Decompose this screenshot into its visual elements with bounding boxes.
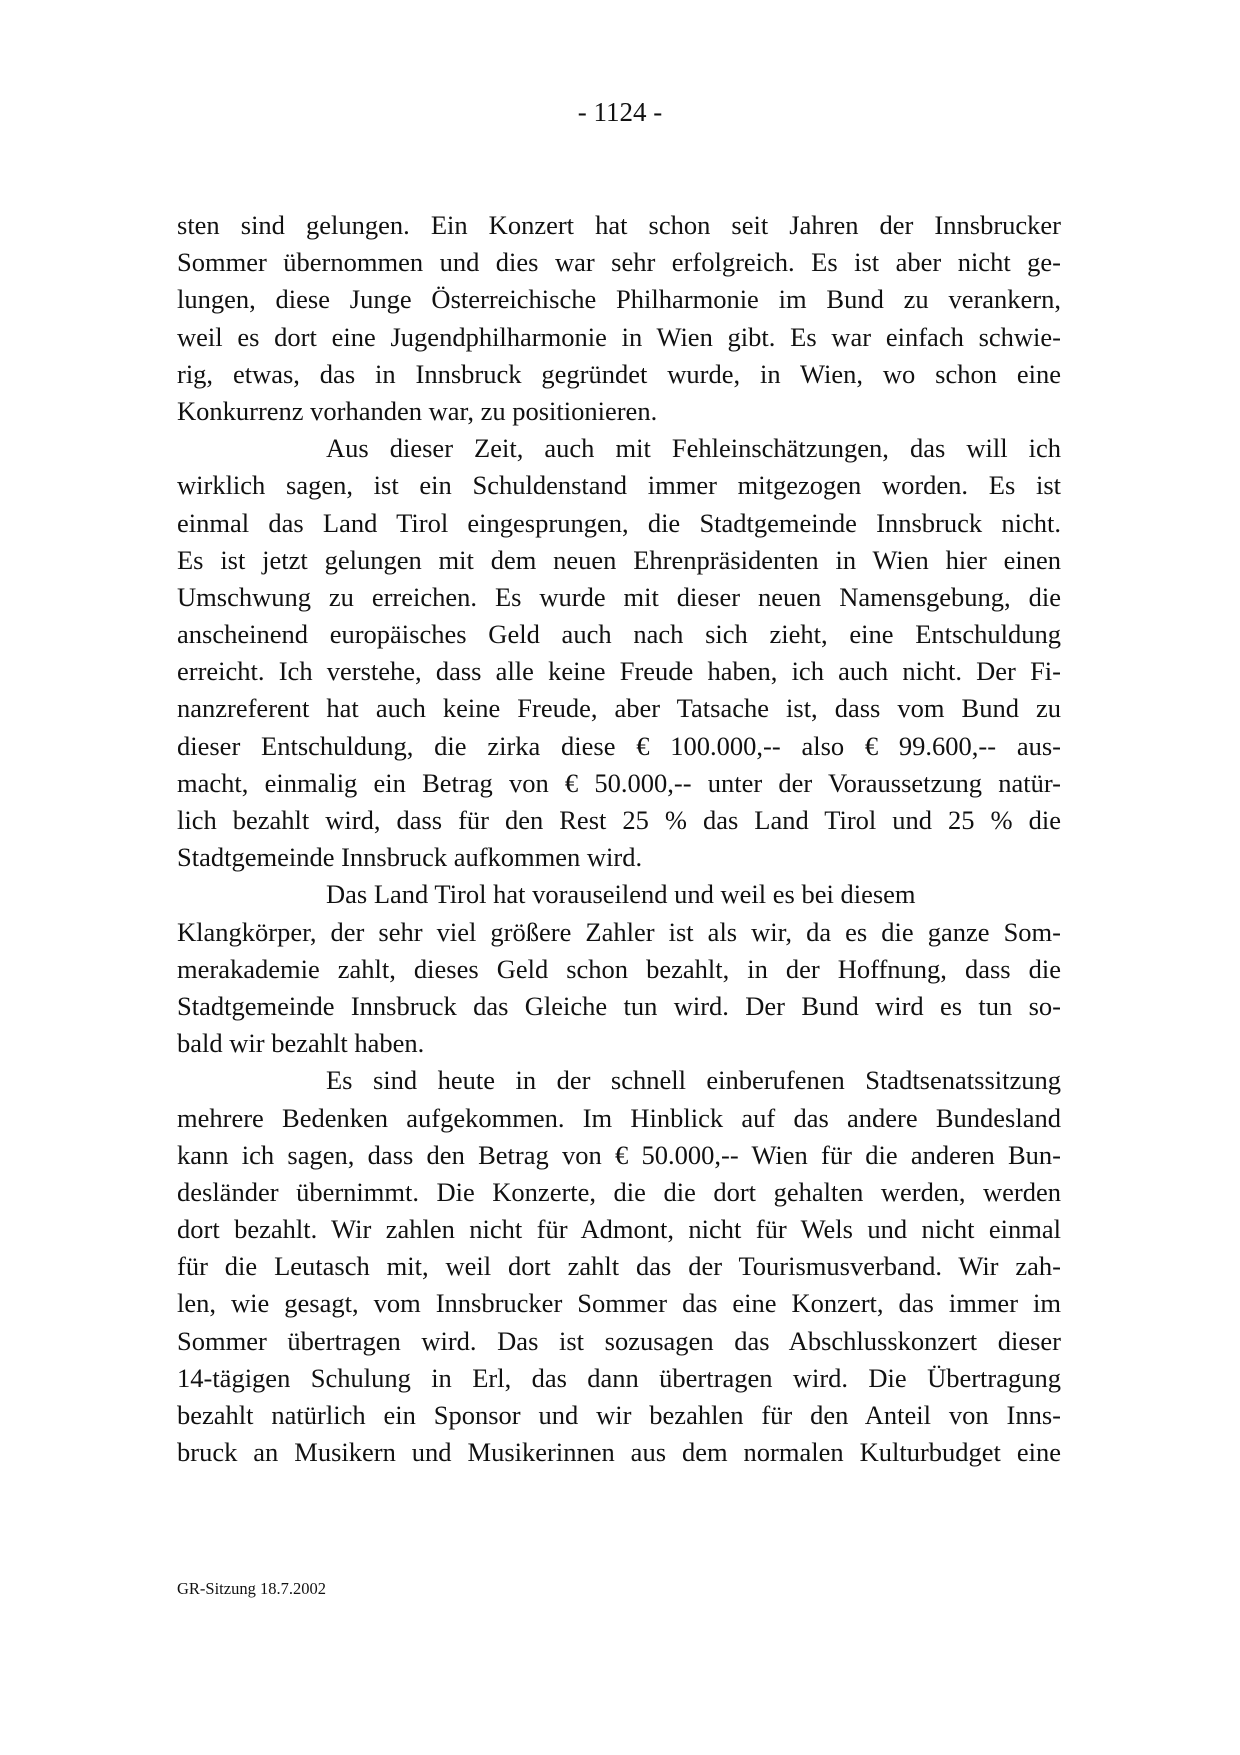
text-line: Stadtgemeinde Innsbruck aufkommen wird. (177, 842, 643, 873)
text-line: Klangkörper, der sehr viel größere Zahler ist als wir, da es die ganze Som- (177, 916, 1061, 947)
text-line: Stadtgemeinde Innsbruck das Gleiche tun wird. Der Bund wird es tun so- (177, 990, 1061, 1021)
text-line: einmal das Land Tirol eingesprungen, die Stadtgemeinde Innsbruck nicht. (177, 507, 1061, 538)
text-line: rig, etwas, das in Innsbruck gegründet wurde, in Wien, wo schon eine (177, 358, 1061, 389)
text-line: für die Leutasch mit, weil dort zahlt das der Tourismusverband. Wir zah- (177, 1251, 1061, 1282)
paragraph (177, 1062, 1061, 1471)
text-line: bald wir bezahlt haben. (177, 1028, 425, 1059)
text-line: len, wie gesagt, vom Innsbrucker Sommer das eine Konzert, das immer im (177, 1288, 1061, 1319)
footer-session-date: GR-Sitzung 18.7.2002 (177, 1579, 326, 1598)
text-line: erreicht. Ich verstehe, dass alle keine Freude haben, ich auch nicht. Der Fi- (177, 656, 1061, 687)
text-line: anscheinend europäisches Geld auch nach sich zieht, eine Entschuldung (177, 619, 1061, 650)
text-line: Es ist jetzt gelungen mit dem neuen Ehrenpräsidenten in Wien hier einen (177, 544, 1061, 575)
paragraph (177, 876, 1061, 1062)
text-line: Umschwung zu erreichen. Es wurde mit dieser neuen Namensgebung, die (177, 581, 1061, 612)
page-number: - 1124 - (577, 97, 663, 127)
text-line: bezahlt natürlich ein Sponsor und wir bezahlen für den Anteil von Inns- (177, 1400, 1061, 1430)
text-line: Aus dieser Zeit, auch mit Fehleinschätzungen, das will ich (326, 433, 1061, 464)
text-line: merakademie zahlt, dieses Geld schon bezahlt, in der Hoffnung, dass die (177, 953, 1061, 984)
body-text (177, 207, 1061, 1471)
paragraph (177, 430, 1061, 876)
text-line: Es sind heute in der schnell einberufenen Stadtsenatssitzung (326, 1065, 1061, 1096)
text-line: kann ich sagen, dass den Betrag von € 50.000,-- Wien für die anderen Bun- (177, 1139, 1061, 1170)
text-line: desländer übernimmt. Die Konzerte, die die dort gehalten werden, werden (177, 1176, 1061, 1207)
text-line: dort bezahlt. Wir zahlen nicht für Admont, nicht für Wels und nicht einmal (177, 1214, 1061, 1245)
text-line: lich bezahlt wird, dass für den Rest 25 % das Land Tirol und 25 % die (177, 805, 1061, 835)
paragraph (177, 207, 1061, 430)
text-line: dieser Entschuldung, die zirka diese € 100.000,-- also € 99.600,-- aus- (177, 730, 1061, 761)
text-line: nanzreferent hat auch keine Freude, aber Tatsache ist, dass vom Bund zu (177, 693, 1061, 724)
text-line: sten sind gelungen. Ein Konzert hat schon seit Jahren der Innsbrucker (177, 210, 1061, 240)
text-line: lungen, diese Junge Österreichische Philharmonie im Bund zu verankern, (177, 284, 1061, 315)
text-line: Sommer übernommen und dies war sehr erfolgreich. Es ist aber nicht ge- (177, 247, 1061, 278)
text-line: mehrere Bedenken aufgekommen. Im Hinblick auf das andere Bundesland (177, 1102, 1061, 1133)
text-line: bruck an Musikern und Musikerinnen aus dem normalen Kulturbudget eine (177, 1437, 1061, 1468)
text-line: weil es dort eine Jugendphilharmonie in Wien gibt. Es war einfach schwie- (177, 321, 1061, 352)
text-line: macht, einmalig ein Betrag von € 50.000,-- unter der Voraussetzung natür- (177, 767, 1061, 798)
text-line: Sommer übertragen wird. Das ist sozusagen das Abschlusskonzert dieser (177, 1325, 1061, 1356)
text-line: Konkurrenz vorhanden war, zu positionieren. (177, 395, 658, 426)
text-line: Das Land Tirol hat vorauseilend und weil es bei diesem (326, 879, 916, 910)
text-line: wirklich sagen, ist ein Schuldenstand immer mitgezogen worden. Es ist (177, 470, 1061, 501)
text-line: 14-tägigen Schulung in Erl, das dann übertragen wird. Die Übertragung (177, 1362, 1061, 1393)
